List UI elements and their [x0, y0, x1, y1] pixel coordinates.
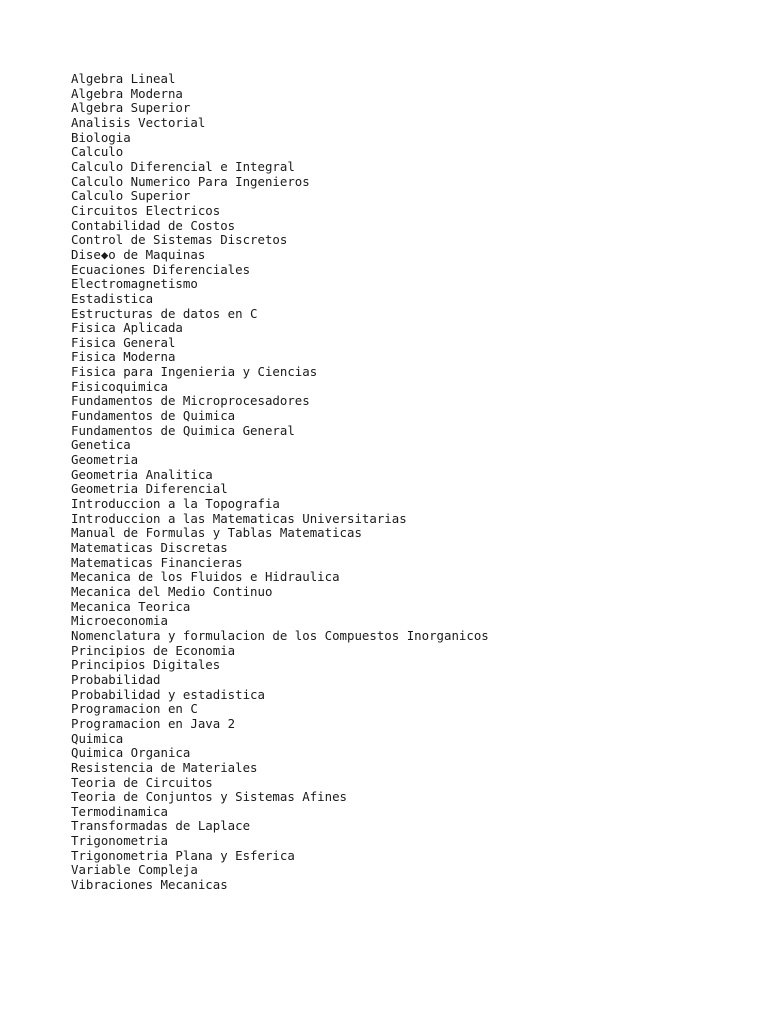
subject-list-item: Calculo: [71, 144, 124, 160]
subject-list-item: Principios de Economia: [71, 642, 236, 658]
subject-list-item: Genetica: [71, 437, 131, 453]
subject-list-item: Calculo Diferencial e Integral: [71, 158, 295, 174]
subject-list-item: Algebra Moderna: [71, 85, 183, 101]
subject-list-item: Mecanica Teorica: [71, 598, 191, 614]
subject-list-item: Quimica: [71, 730, 124, 746]
subject-list-item: Quimica Organica: [71, 745, 191, 761]
subject-list: [71, 72, 489, 893]
subject-list-item: Resistencia de Materiales: [71, 759, 258, 775]
subject-list-item: Estructuras de datos en C: [71, 305, 258, 321]
subject-list-item: Control de Sistemas Discretos: [71, 232, 288, 248]
subject-list-item: Transformadas de Laplace: [71, 818, 251, 834]
subject-list-item: Mecanica de los Fluidos e Hidraulica: [71, 569, 340, 585]
subject-list-item: Analisis Vectorial: [71, 114, 206, 130]
subject-list-item: Probabilidad y estadistica: [71, 686, 265, 702]
subject-list-item: Fisica Aplicada: [71, 320, 183, 336]
subject-list-item: Principios Digitales: [71, 657, 221, 673]
subject-list-item: Nomenclatura y formulacion de los Compuestos Inorganicos: [71, 627, 489, 643]
subject-list-item: Trigonometria Plana y Esferica: [71, 847, 295, 863]
subject-list-item: Dise◆o de Maquinas: [71, 246, 206, 262]
subject-list-item: Calculo Superior: [71, 188, 191, 204]
subject-list-item: Programacion en C: [71, 701, 198, 717]
subject-list-item: Fisica General: [71, 334, 176, 350]
subject-list-item: Introduccion a la Topografia: [71, 496, 280, 512]
subject-list-item: Termodinamica: [71, 803, 168, 819]
subject-list-item: Matematicas Discretas: [71, 540, 228, 555]
subject-list-item: Contabilidad de Costos: [71, 217, 236, 233]
subject-list-item: Estadistica: [71, 290, 154, 306]
subject-list-item: Geometria Analitica: [71, 466, 213, 482]
subject-list-item: Teoria de Circuitos: [71, 774, 213, 790]
subject-list-item: Fisica Moderna: [71, 349, 176, 365]
subject-list-item: Probabilidad: [71, 671, 161, 687]
subject-list-item: Teoria de Conjuntos y Sistemas Afines: [71, 789, 348, 805]
subject-list-item: Trigonometria: [71, 833, 168, 849]
subject-list-item: Matematicas Financieras: [71, 554, 243, 570]
subject-list-item: Geometria: [71, 452, 139, 468]
subject-list-item: Fisicoquimica: [71, 378, 168, 394]
subject-list-item: Calculo Numerico Para Ingenieros: [71, 173, 310, 189]
subject-list-item: Introduccion a las Matematicas Universitarias: [71, 510, 407, 526]
subject-list-item: Algebra Superior: [71, 100, 191, 116]
subject-list-item: Fundamentos de Quimica: [71, 408, 236, 424]
subject-list-item: Biologia: [71, 129, 131, 145]
subject-list-item: Algebra Lineal: [71, 71, 176, 86]
subject-list-item: Fundamentos de Quimica General: [71, 422, 295, 438]
subject-list-item: Electromagnetismo: [71, 276, 198, 292]
subject-list-item: Programacion en Java 2: [71, 715, 236, 731]
subject-list-item: Geometria Diferencial: [71, 481, 228, 497]
subject-list-item: Manual de Formulas y Tablas Matematicas: [71, 525, 362, 541]
subject-list-item: Vibraciones Mecanicas: [71, 877, 228, 893]
subject-list-item: Mecanica del Medio Continuo: [71, 583, 273, 599]
subject-list-item: Fundamentos de Microprocesadores: [71, 393, 310, 409]
subject-list-item: Circuitos Electricos: [71, 202, 221, 218]
subject-list-item: Variable Compleja: [71, 862, 198, 878]
subject-list-item: Fisica para Ingenieria y Ciencias: [71, 364, 318, 380]
subject-list-item: Ecuaciones Diferenciales: [71, 261, 251, 277]
subject-list-item: Microeconomia: [71, 613, 168, 629]
